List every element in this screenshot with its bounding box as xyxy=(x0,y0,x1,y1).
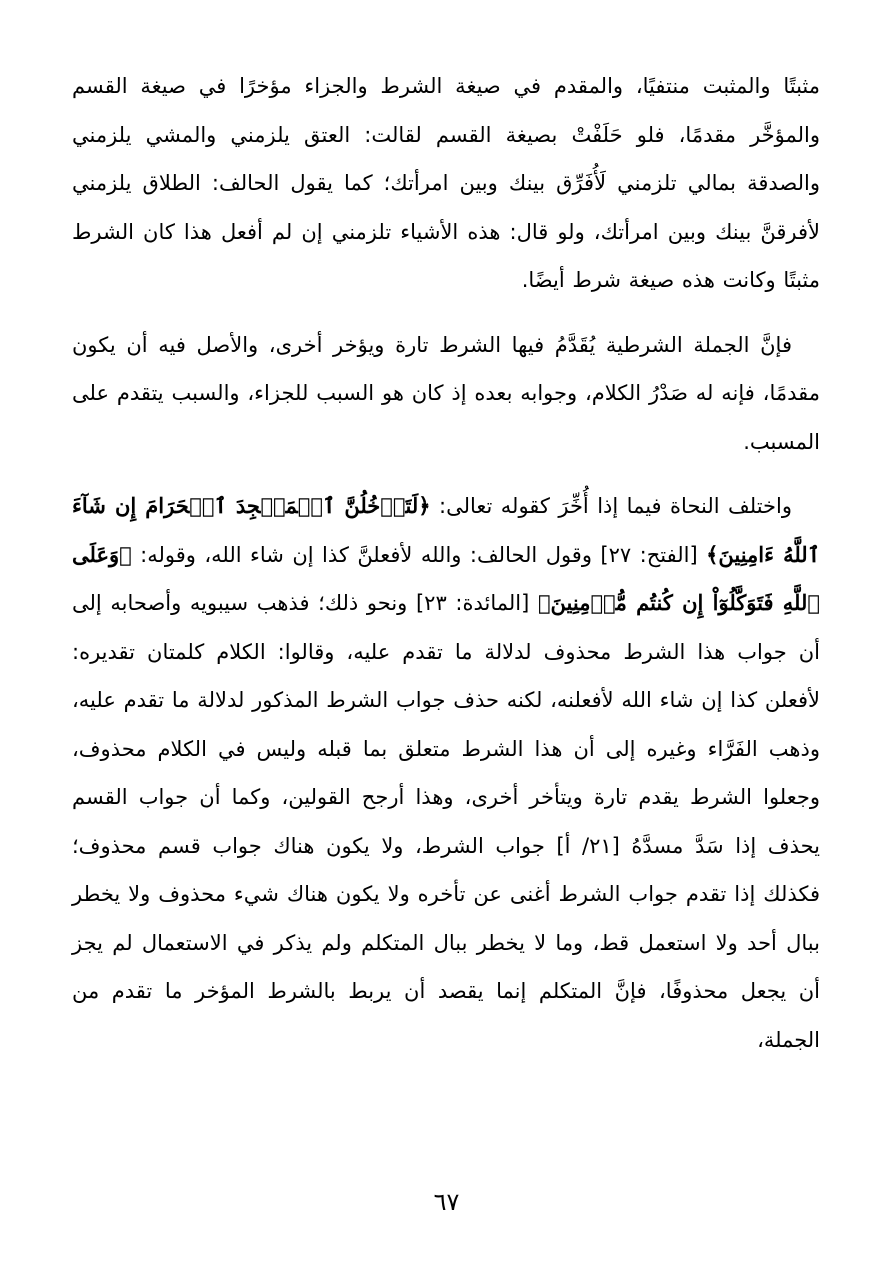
paragraph-3 xyxy=(72,482,820,1064)
paragraph-2-text: فإنَّ الجملة الشرطية يُقَدَّمُ فيها الشرط تارة ويؤخر أخرى، والأصل فيه أن يكون مقدمًا، فإنه له صَدْرُ الكلام، وجوابه بعده إذ كان هو السبب للجزاء، والسبب يتقدم على المسبب. xyxy=(72,332,820,454)
paragraph-3-text-c: [المائدة: ٢٣] ونحو ذلك؛ فذهب سيبويه وأصحابه إلى أن جواب هذا الشرط محذوف لدلالة ما تقدم عليه، وقالوا: الكلام كلمتان تقديره: لأفعلن كذا إن شاء الله لأفعلنه، لكنه حذف جواب الشرط المذكور لدلالة ما تقدم عليه، وذهب الفَرَّاء وغيره إلى أن هذا الشرط متعلق بما قبله وليس في الكلام محذوف، وجعلوا الشرط يقدم تارة ويتأخر أخرى، وهذا أرجح القولين، وكما أن جواب القسم يحذف إذا سَدَّ مسدَّهُ [٢١/ أ] جواب الشرط، ولا يكون هناك جواب قسم محذوف؛ فكذلك إذا تقدم جواب الشرط أغنى عن تأخره ولا يكون هناك شيء محذوف ولا يخطر ببال أحد ولا استعمل قط، وما لا يخطر ببال المتكلم ولم يذكر في الاستعمال لم يجز أن يجعل محذوفًا، فإنَّ المتكلم إنما يقصد أن يربط بالشرط المؤخر ما تقدم من الجملة، xyxy=(72,591,820,1052)
paragraph-3-text-a: واختلف النحاة فيما إذا أُخِّرَ كقوله تعالى: xyxy=(430,494,792,518)
paragraph-1-text: مثبتًا والمثبت منتفيًا، والمقدم في صيغة الشرط والجزاء مؤخرًا في صيغة القسم والمؤخَّر مقدمًا، فلو حَلَفْتْ بصيغة القسم لقالت: العتق يلزمني والمشي يلزمني والصدقة بمالي تلزمني لَأُفَرِّق بينك وبين امرأتك؛ كما يقول الحالف: الطلاق يلزمني لأفرقنَّ بينك وبين امرأتك، ولو قال: هذه الأشياء تلزمني إن لم أفعل هذا كان الشرط مثبتًا وكانت هذه صيغة شرط أيضًا. xyxy=(72,74,820,292)
paragraph-2 xyxy=(72,321,820,467)
page-number: ٦٧ xyxy=(433,1188,460,1216)
quran-verse-al-maidah: ﴿وَعَلَى ٱللَّهِ فَتَوَكَّلُوٓاْ إِن كُنتُم مُّؤۡمِنِينَ﴾ xyxy=(72,541,820,615)
document-page xyxy=(72,62,820,1064)
quran-verse-al-fath: ﴿لَتَدۡخُلُنَّ ٱلۡمَسۡجِدَ ٱلۡحَرَامَ إِن شَآءَ ٱللَّهُ ءَامِنِينَ﴾ xyxy=(72,493,821,567)
paragraph-1 xyxy=(72,62,820,305)
paragraph-3-text-b: [الفتح: ٢٧] وقول الحالف: والله لأفعلنَّ كذا إن شاء الله، وقوله: xyxy=(131,542,707,567)
